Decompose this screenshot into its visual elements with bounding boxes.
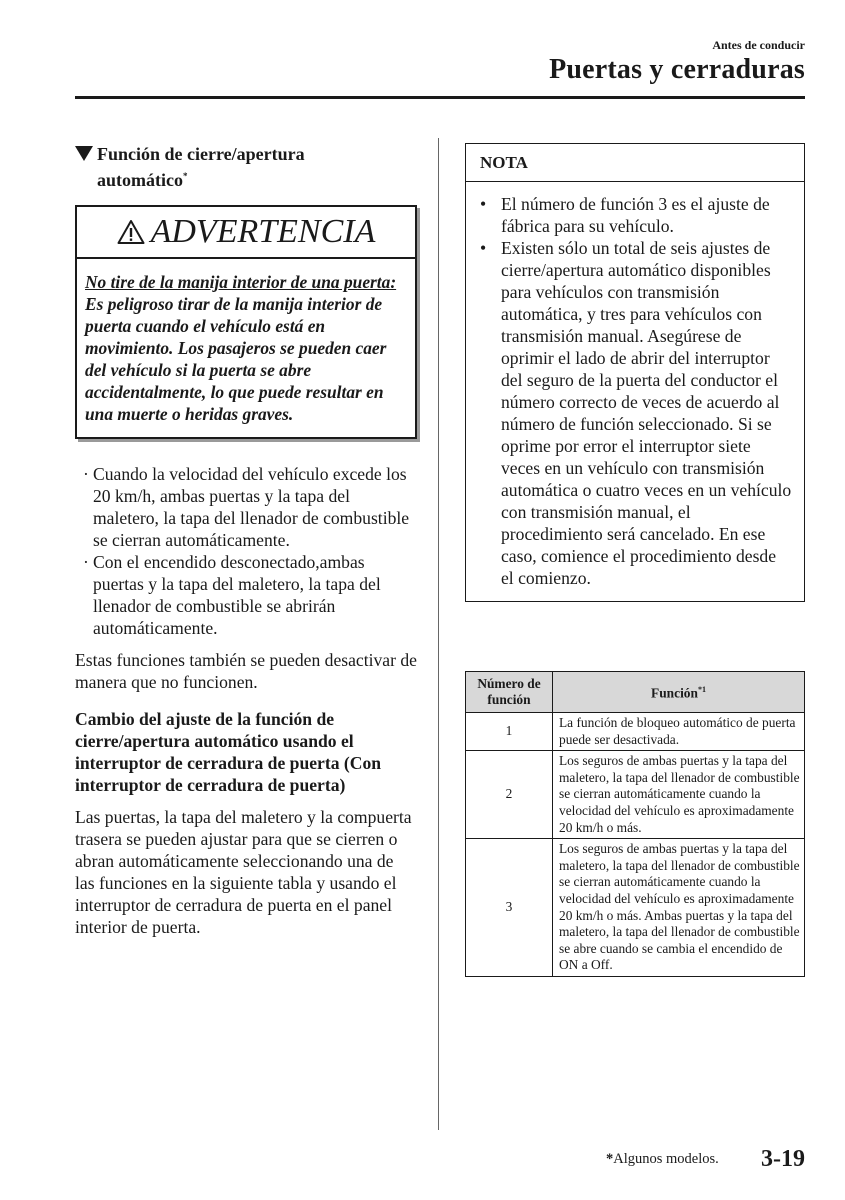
cell-function: Los seguros de ambas puertas y la tapa del maletero, la tapa del llenador de combustible se cierran automáticamente cuando la velocidad del vehículo es aproximadamente 20 km/h o más. Ambas puertas y la tapa del maletero, la tapa del llenador de combustible se abre cuando se cambia el encendido de ON a Off. [553,839,805,977]
table-row [466,751,805,839]
triangle-down-icon [75,146,93,161]
column-divider [438,138,439,1130]
page-number: 3-19 [761,1146,805,1172]
section-title-mark: * [182,171,188,181]
section-label: Antes de conducir [712,38,805,52]
function-table [465,671,805,977]
footnote: *Algunos modelos. [606,1151,719,1167]
warning-text: Es peligroso tirar de la manija interior de puerta cuando el vehículo está en movimiento. Los pasajeros se pueden caer del vehículo si la puerta se abre accidentalmente, lo que puede resultar en una muerte o heridas graves. [85,294,387,424]
cell-number: 1 [466,713,553,751]
cell-function: La función de bloqueo automático de puerta puede ser desactivada. [553,713,805,751]
warning-triangle-icon [117,219,145,245]
bullet-dot: • [480,194,487,214]
table-row [466,713,805,751]
warning-header [77,207,415,259]
bullet-list [75,463,417,639]
column-header-number: Número de función [466,672,553,713]
note-box [465,143,805,602]
header-rule [75,96,805,99]
page-heading: Puertas y cerraduras [549,54,805,85]
section-title [75,143,417,191]
cell-function: Los seguros de ambas puertas y la tapa del maletero, la tapa del llenador de combustible se cierran automáticamente cuando la velocidad del vehículo es aproximadamente 20 km/h o más. [553,751,805,839]
note-body [466,182,804,601]
list-item: · Cuando la velocidad del vehículo excede los 20 km/h, ambas puertas y la tapa del maletero, la tapa del llenador de combustible se cierran automáticamente. [83,464,410,550]
subheading: Cambio del ajuste de la función de cierre/apertura automático usando el interruptor de cerradura de puerta (Con interruptor de cerradura de puerta) [75,709,382,795]
paragraph-deactivate: Estas funciones también se pueden desactivar de manera que no funcionen. [75,650,417,692]
list-item: • Existen sólo un total de seis ajustes de cierre/apertura automático disponibles para vehículos con transmisión automática, y tres para vehículos con transmisión manual. Asegúrese de oprimir el lado de abrir del interruptor del seguro de la puerta del conductor el número correcto de veces de acuerdo al número de función seleccionado. Si se oprime por error el interruptor siete veces en un vehículo con transmisión automática o cuatro veces en un vehículo con transmisión manual, el procedimiento será cancelado. En ese caso, comience el procedimiento desde el comienzo. [480,238,792,588]
warning-body [77,259,415,437]
warning-lead: No tire de la manija interior de una puerta: [85,272,397,292]
cell-number: 2 [466,751,553,839]
table-row [466,839,805,977]
bullet-dot: · [83,552,89,572]
warning-title: ADVERTENCIA [150,213,376,250]
section-title-line1: Función de cierre/apertura [97,144,305,164]
column-header-function: Función$^{*1}$ [553,672,805,713]
bullet-dot: · [83,464,89,484]
list-item: · Con el encendido desconectado,ambas puertas y la tapa del maletero, la tapa del llenador de combustible se abrirán automáticamente. [83,552,381,638]
bullet-dot: • [480,238,487,258]
cell-number: 3 [466,839,553,977]
note-title: NOTA [466,144,804,182]
section-title-line2: automático [97,170,183,190]
left-column [75,143,417,938]
list-item: • El número de función 3 es el ajuste de fábrica para su vehículo. [480,194,770,236]
warning-box [75,205,417,439]
paragraph-instructions: Las puertas, la tapa del maletero y la compuerta trasera se pueden ajustar para que se cierren o abran automáticamente seleccionando una de las funciones en la siguiente tabla y usando el interruptor de cerradura de puerta en el panel interior de puerta. [75,807,412,937]
table-header-row [466,672,805,713]
